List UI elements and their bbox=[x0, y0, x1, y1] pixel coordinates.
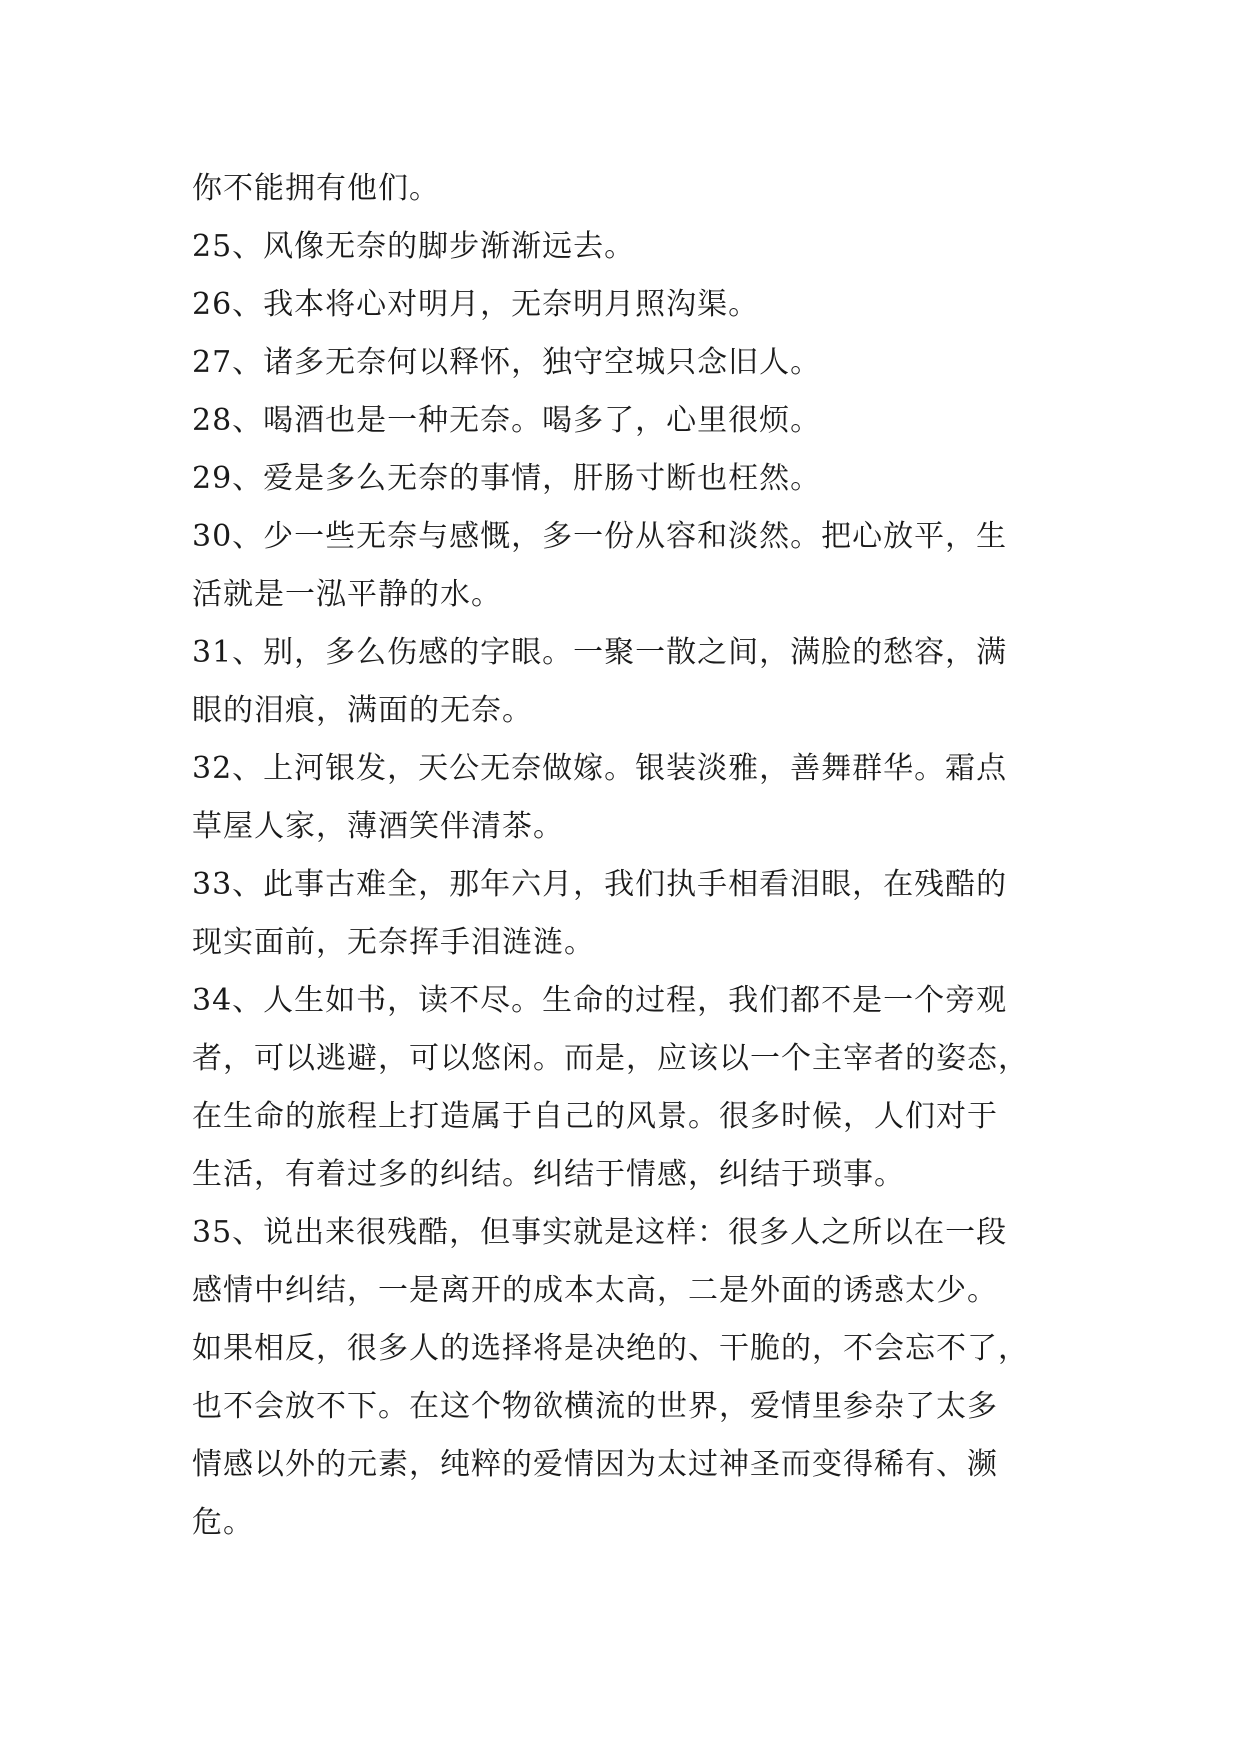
text-line: 28、喝酒也是一种无奈。喝多了，心里很烦。 bbox=[192, 403, 822, 438]
text-line: 31、别，多么伤感的字眼。一聚一散之间，满脸的愁容，满 bbox=[192, 635, 1008, 670]
text-line: 现实面前，无奈挥手泪涟涟。 bbox=[192, 925, 595, 960]
text-line: 29、爱是多么无奈的事情，肝肠寸断也枉然。 bbox=[192, 461, 822, 496]
text-line: 危。 bbox=[192, 1505, 254, 1540]
text-line: 33、此事古难全，那年六月，我们执手相看泪眼，在残酷的 bbox=[192, 867, 1008, 902]
text-line: 在生命的旅程上打造属于自己的风景。很多时候，人们对于 bbox=[192, 1099, 998, 1134]
text-line: 32、上河银发，天公无奈做嫁。银装淡雅，善舞群华。霜点 bbox=[192, 751, 1008, 786]
text-line: 草屋人家，薄酒笑伴清茶。 bbox=[192, 809, 564, 844]
text-line: 26、我本将心对明月，无奈明月照沟渠。 bbox=[192, 287, 760, 322]
text-line: 34、人生如书，读不尽。生命的过程，我们都不是一个旁观 bbox=[192, 983, 1008, 1018]
text-line: 35、说出来很残酷，但事实就是这样：很多人之所以在一段 bbox=[192, 1215, 1008, 1250]
text-line: 27、诸多无奈何以释怀，独守空城只念旧人。 bbox=[192, 345, 822, 380]
text-line: 生活，有着过多的纠结。纠结于情感，纠结于琐事。 bbox=[192, 1157, 905, 1192]
text-line: 感情中纠结，一是离开的成本太高，二是外面的诱惑太少。 bbox=[192, 1273, 998, 1308]
text-line: 眼的泪痕，满面的无奈。 bbox=[192, 693, 533, 728]
text-line: 者，可以逃避，可以悠闲。而是，应该以一个主宰者的姿态， bbox=[192, 1041, 1029, 1076]
text-line: 也不会放不下。在这个物欲横流的世界，爱情里参杂了太多 bbox=[192, 1389, 998, 1424]
text-line: 活就是一泓平静的水。 bbox=[192, 577, 502, 612]
document-body bbox=[192, 160, 1066, 1552]
text-line: 25、风像无奈的脚步渐渐远去。 bbox=[192, 229, 636, 264]
text-line: 情感以外的元素，纯粹的爱情因为太过神圣而变得稀有、濒 bbox=[192, 1447, 998, 1482]
text-line: 30、少一些无奈与感慨，多一份从容和淡然。把心放平，生 bbox=[192, 519, 1008, 554]
text-line: 你不能拥有他们。 bbox=[192, 171, 440, 206]
text-line: 如果相反，很多人的选择将是决绝的、干脆的，不会忘不了， bbox=[192, 1331, 1029, 1366]
